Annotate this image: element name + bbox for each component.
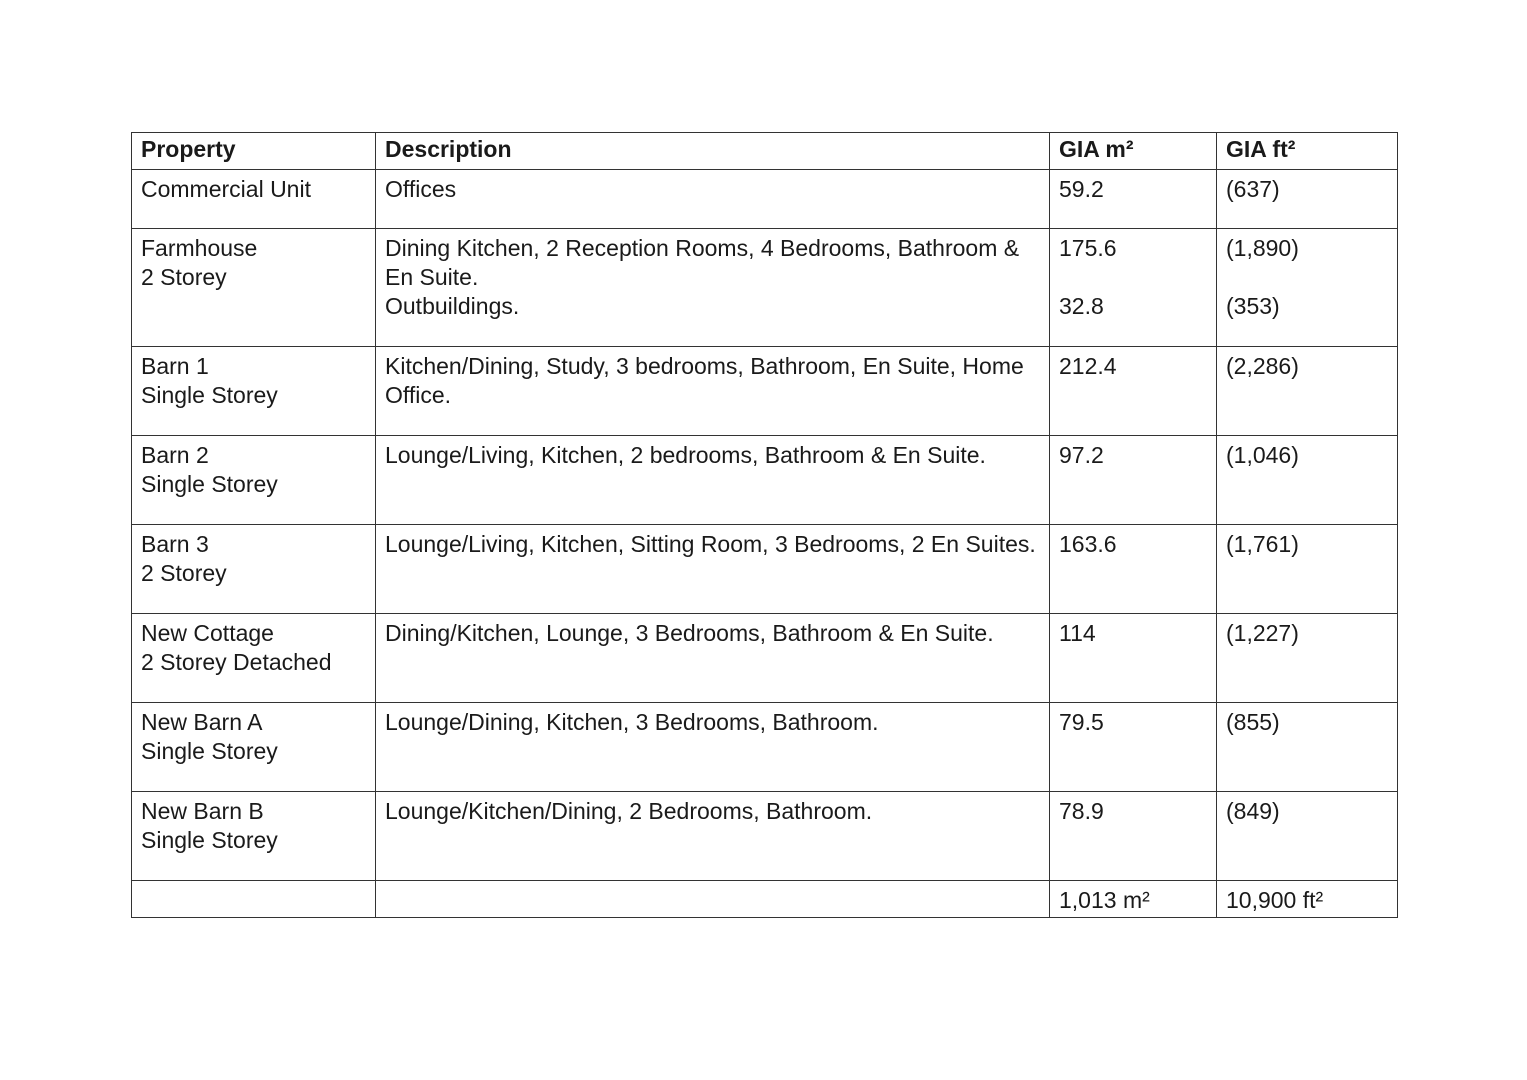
property-type: Single Storey — [141, 471, 278, 497]
property-type: Single Storey — [141, 738, 278, 764]
property-type: 2 Storey Detached — [141, 649, 332, 675]
description-cell — [376, 170, 1050, 229]
gia-ft2-cell — [1217, 347, 1398, 436]
empty-cell — [132, 881, 376, 918]
property-name: Commercial Unit — [141, 176, 311, 202]
gia-ft2-value: (849) — [1226, 798, 1280, 824]
gia-m2-cell — [1050, 229, 1217, 347]
gia-m2-value: 212.4 — [1059, 353, 1117, 379]
property-cell — [132, 347, 376, 436]
total-gia-ft2: 10,900 ft² — [1217, 881, 1398, 918]
gia-ft2-value: (637) — [1226, 176, 1280, 202]
gia-m2-cell — [1050, 614, 1217, 703]
description-text: Lounge/Living, Kitchen, 2 bedrooms, Bathroom & En Suite. — [385, 442, 986, 468]
gia-ft2-value: (353) — [1226, 293, 1280, 319]
gia-m2-value: 32.8 — [1059, 293, 1104, 319]
table-row — [132, 170, 1398, 229]
property-cell — [132, 436, 376, 525]
gia-m2-value: 79.5 — [1059, 709, 1104, 735]
totals-row — [132, 881, 1398, 918]
table-row — [132, 229, 1398, 347]
table-row — [132, 703, 1398, 792]
property-cell — [132, 525, 376, 614]
description-text: Kitchen/Dining, Study, 3 bedrooms, Bathroom, En Suite, Home Office. — [385, 353, 1024, 408]
description-cell — [376, 614, 1050, 703]
description-text: Dining Kitchen, 2 Reception Rooms, 4 Bedrooms, Bathroom & En Suite. — [385, 235, 1020, 290]
gia-m2-value: 175.6 — [1059, 235, 1117, 261]
gia-ft2-value: (855) — [1226, 709, 1280, 735]
empty-cell — [376, 881, 1050, 918]
table-row — [132, 436, 1398, 525]
gia-m2-value: 59.2 — [1059, 176, 1104, 202]
description-text: Offices — [385, 176, 457, 202]
gia-m2-value: 114 — [1059, 620, 1096, 646]
table-row — [132, 614, 1398, 703]
table-row — [132, 792, 1398, 881]
gia-ft2-value: (2,286) — [1226, 353, 1299, 379]
property-name: New Cottage — [141, 620, 274, 646]
table-row — [132, 347, 1398, 436]
property-area-table — [131, 132, 1398, 918]
description-text: Lounge/Living, Kitchen, Sitting Room, 3 Bedrooms, 2 En Suites. — [385, 531, 1036, 557]
description-cell — [376, 703, 1050, 792]
gia-ft2-cell — [1217, 792, 1398, 881]
gia-ft2-cell — [1217, 614, 1398, 703]
gia-m2-cell — [1050, 703, 1217, 792]
property-cell — [132, 792, 376, 881]
gia-ft2-value: (1,227) — [1226, 620, 1299, 646]
gia-ft2-cell — [1217, 703, 1398, 792]
gia-m2-cell — [1050, 347, 1217, 436]
description-text: Lounge/Kitchen/Dining, 2 Bedrooms, Bathroom. — [385, 798, 873, 824]
description-cell — [376, 792, 1050, 881]
gia-m2-cell — [1050, 170, 1217, 229]
header-gia-m2: GIA m² — [1050, 133, 1217, 170]
gia-ft2-cell — [1217, 525, 1398, 614]
description-text: Dining/Kitchen, Lounge, 3 Bedrooms, Bathroom & En Suite. — [385, 620, 994, 646]
gia-m2-value: 78.9 — [1059, 798, 1104, 824]
property-name: Barn 3 — [141, 531, 209, 557]
description-cell — [376, 436, 1050, 525]
description-cell — [376, 229, 1050, 347]
gia-m2-value: 97.2 — [1059, 442, 1104, 468]
description-cell — [376, 347, 1050, 436]
property-cell — [132, 614, 376, 703]
header-property: Property — [132, 133, 376, 170]
gia-ft2-value: (1,761) — [1226, 531, 1299, 557]
gia-ft2-value: (1,046) — [1226, 442, 1299, 468]
property-name: Barn 1 — [141, 353, 209, 379]
property-type: Single Storey — [141, 827, 278, 853]
header-row — [132, 133, 1398, 170]
description-text: Outbuildings. — [385, 293, 520, 319]
gia-m2-cell — [1050, 792, 1217, 881]
gia-m2-value: 163.6 — [1059, 531, 1117, 557]
property-type: 2 Storey — [141, 264, 227, 290]
gia-ft2-cell — [1217, 436, 1398, 525]
property-type: 2 Storey — [141, 560, 227, 586]
gia-ft2-cell — [1217, 229, 1398, 347]
gia-ft2-value: (1,890) — [1226, 235, 1299, 261]
gia-m2-cell — [1050, 436, 1217, 525]
property-cell — [132, 229, 376, 347]
property-cell — [132, 170, 376, 229]
description-text: Lounge/Dining, Kitchen, 3 Bedrooms, Bathroom. — [385, 709, 879, 735]
table-row — [132, 525, 1398, 614]
header-gia-ft2: GIA ft² — [1217, 133, 1398, 170]
property-name: Barn 2 — [141, 442, 209, 468]
gia-ft2-cell — [1217, 170, 1398, 229]
total-gia-m2: 1,013 m² — [1050, 881, 1217, 918]
property-type: Single Storey — [141, 382, 278, 408]
description-cell — [376, 525, 1050, 614]
property-cell — [132, 703, 376, 792]
property-name: New Barn B — [141, 798, 264, 824]
property-name: New Barn A — [141, 709, 263, 735]
property-name: Farmhouse — [141, 235, 258, 261]
header-description: Description — [376, 133, 1050, 170]
gia-m2-cell — [1050, 525, 1217, 614]
